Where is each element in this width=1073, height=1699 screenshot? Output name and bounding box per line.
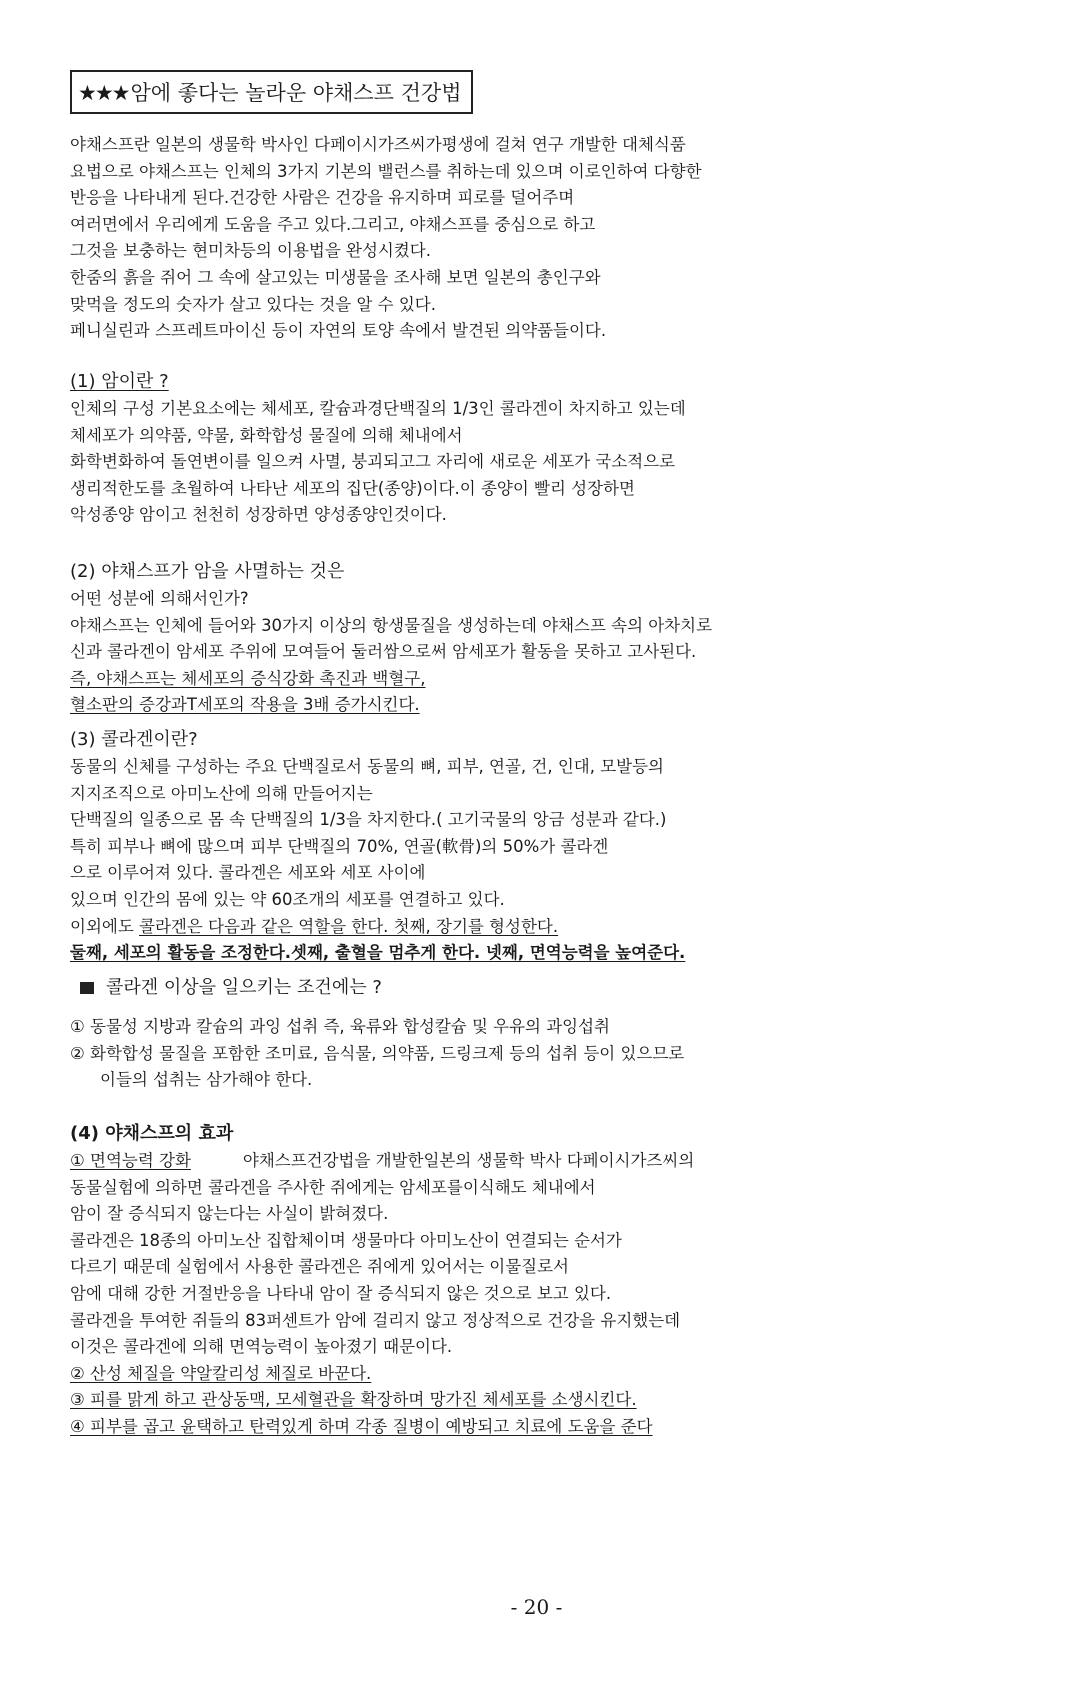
section-line: 암이 잘 증식되지 않는다는 사실이 밝혀졌다. xyxy=(70,1204,389,1224)
section-line: 체세포가 의약품, 약물, 화학합성 물질에 의해 체내에서 xyxy=(70,425,463,445)
effect-item-text: 야채스프건강법을 개발한일본의 생물학 박사 다페이시가즈씨의 xyxy=(242,1151,695,1170)
section-line: 있으며 인간의 몸에 있는 약 60조개의 세포를 연결하고 있다. xyxy=(70,889,505,909)
section-line: 다르기 때문데 실험에서 사용한 콜라겐은 쥐에게 있어서는 이물질로서 xyxy=(70,1257,569,1277)
intro-line: 그것을 보충하는 현미차등의 이용법을 완성시켰다. xyxy=(70,241,431,261)
section-heading: (3) 콜라겐이란? xyxy=(70,729,198,750)
section-line: 단백질의 일종으로 몸 속 단백질의 1/3을 차지한다.( 고기국물의 앙금 성분과 같다.) xyxy=(70,810,667,830)
section-what-is-collagen xyxy=(70,726,1030,967)
condition-line: 이들의 섭취는 삼가해야 한다. xyxy=(100,1070,313,1090)
line-prefix: 이외에도 xyxy=(70,916,140,936)
underlined-line: 즉, 야채스프는 체세포의 증식강화 촉진과 백혈구, xyxy=(70,668,426,688)
intro-line: 반응을 나타내게 된다.건강한 사람은 건강을 유지하며 피로를 덜어주며 xyxy=(70,188,575,208)
title-text: 암에 좋다는 놀라운 야채스프 건강법 xyxy=(130,81,462,105)
intro-paragraph xyxy=(70,132,1030,345)
intro-line: 페니실린과 스프레트마이신 등이 자연의 토양 속에서 발견된 의약품들이다. xyxy=(70,321,607,341)
intro-line: 한줌의 흙을 쥐어 그 속에 살고있는 미생물을 조사해 보면 일본의 총인구와 xyxy=(70,267,601,287)
section-soup-kills-cancer xyxy=(70,558,1030,719)
underlined-line: 혈소판의 증강과T세포의 작용을 3배 증가시킨다. xyxy=(70,695,420,715)
section-line: 동물실험에 의하면 콜라겐을 주사한 쥐에게는 암세포를이식해도 체내에서 xyxy=(70,1177,596,1197)
page-title xyxy=(70,70,473,114)
underlined-line: ③ 피를 맑게 하고 관상동맥, 모세혈관을 확장하며 망가진 체세포를 소생시킨다. xyxy=(70,1390,637,1410)
section-line: 악성종양 암이고 천천히 성장하면 양성종양인것이다. xyxy=(70,505,447,525)
section-line: 으로 이루어져 있다. 콜라겐은 세포와 세포 사이에 xyxy=(70,863,426,883)
section-line: 어떤 성분에 의해서인가? xyxy=(70,589,249,608)
section-line: 지지조직으로 아미노산에 의해 만들어지는 xyxy=(70,783,373,803)
section-line: 암에 대해 강한 거절반응을 나타내 암이 잘 증식되지 않은 것으로 보고 있다. xyxy=(70,1283,612,1303)
square-bullet-icon xyxy=(80,982,94,994)
section-heading: (2) 야채스프가 암을 사멸하는 것은 xyxy=(70,561,345,582)
intro-line: 요법으로 야채스프는 인체의 3가지 기본의 밸런스를 취하는데 있으며 이로인하여 다향한 xyxy=(70,161,702,181)
section-line: 동물의 신체를 구성하는 주요 단백질로서 동물의 뼈, 피부, 연골, 건, 인대, 모발등의 xyxy=(70,757,664,776)
section-collagen-conditions xyxy=(70,974,1030,1094)
section-what-is-cancer xyxy=(70,368,1030,529)
section-soup-effects xyxy=(70,1120,1030,1441)
section-heading: (1) 암이란 ? xyxy=(70,371,169,392)
section-line: 야채스프는 인체에 들어와 30가지 이상의 항생물질을 생성하는데 야채스프 속의 아차치로 xyxy=(70,615,713,635)
intro-line: 야채스프란 일본의 생물학 박사인 다페이시가즈씨가평생에 걸쳐 연구 개발한 대체식품 xyxy=(70,135,686,154)
section-line: 화학변화하여 돌연변이를 일으켜 사멸, 붕괴되고그 자리에 새로운 세포가 국소적으로 xyxy=(70,452,676,472)
underlined-line: ④ 피부를 곱고 윤택하고 탄력있게 하며 각종 질병이 예방되고 치료에 도움을 준다 xyxy=(70,1416,653,1436)
star-icons: ★★★ xyxy=(78,81,129,105)
underlined-text: 콜라겐은 다음과 같은 역할을 한다. 첫째, 장기를 형성한다. xyxy=(139,916,559,936)
section-line: 이것은 콜라겐에 의해 면역능력이 높아졌기 때문이다. xyxy=(70,1337,453,1357)
section-line: 인체의 구성 기본요소에는 체세포, 칼슘과경단백질의 1/3인 콜라겐이 차지하고 있는데 xyxy=(70,399,686,418)
underlined-line: 둘째, 세포의 활동을 조정한다.셋째, 출혈을 멈추게 한다. 넷째, 면역능력을 높여준다. xyxy=(70,943,686,963)
section-heading: 콜라겐 이상을 일으키는 조건에는 ? xyxy=(106,977,382,998)
section-line: 신과 콜라겐이 암세포 주위에 모여들어 둘러쌈으로써 암세포가 활동을 못하고 고사된다. xyxy=(70,642,697,662)
intro-line: 맞먹을 정도의 숫자가 살고 있다는 것을 알 수 있다. xyxy=(70,294,436,314)
page-number: - 20 - xyxy=(510,1595,563,1619)
condition-line: ① 동물성 지방과 칼슘의 과잉 섭취 즉, 육류와 합성칼슘 및 우유의 과잉섭취 xyxy=(70,1017,610,1036)
underlined-line: ② 산성 체질을 약알칼리성 체질로 바꾼다. xyxy=(70,1363,372,1383)
effect-item-label: ① 면역능력 강화 xyxy=(70,1151,191,1170)
section-heading: (4) 야채스프의 효과 xyxy=(70,1123,234,1144)
section-line: 생리적한도를 초월하여 나타난 세포의 집단(종양)이다.이 종양이 빨리 성장하면 xyxy=(70,478,635,498)
condition-line: ② 화학합성 물질을 포함한 조미료, 음식물, 의약품, 드링크제 등의 섭취 등이 있으므로 xyxy=(70,1043,685,1063)
section-line: 콜라겐은 18종의 아미노산 집합체이며 생물마다 아미노산이 연결되는 순서가 xyxy=(70,1230,622,1250)
section-line: 특히 피부나 뼈에 많으며 피부 단백질의 70%, 연골(軟骨)의 50%가 콜라겐 xyxy=(70,836,609,856)
section-line: 콜라겐을 투여한 쥐들의 83퍼센트가 암에 걸리지 않고 정상적으로 건강을 유지했는데 xyxy=(70,1310,681,1330)
intro-line: 여러면에서 우리에게 도움을 주고 있다.그리고, 야채스프를 중심으로 하고 xyxy=(70,214,596,234)
